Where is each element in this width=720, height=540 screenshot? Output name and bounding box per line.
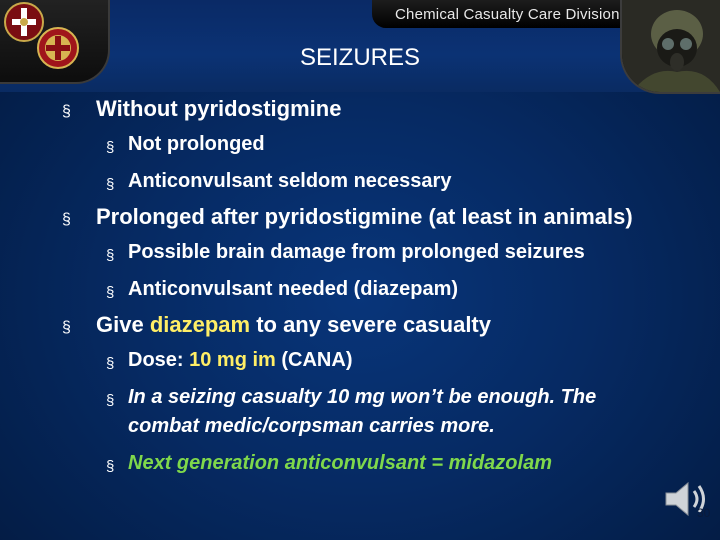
square-bullet-icon: §: [106, 355, 115, 372]
sub-bullet-anticonvulsant-needed: [62, 275, 662, 304]
bullet-give-diazepam: [62, 312, 662, 338]
slide-content: [62, 96, 662, 486]
bullet-text-suffix: to any severe casualty: [250, 312, 491, 337]
square-bullet-icon: §: [106, 284, 115, 301]
sub-bullet-not-prolonged: [62, 130, 662, 159]
bullet-text-prefix: Give: [96, 312, 150, 337]
bullet-text: Possible brain damage from prolonged seizures: [128, 241, 585, 263]
bullet-text: In a seizing casualty 10 mg won’t be enough. The combat medic/corpsman carries more.: [128, 386, 597, 437]
bullet-text-prefix: Dose:: [128, 349, 190, 371]
square-bullet-icon: §: [106, 458, 115, 475]
bullet-prolonged-after-pyridostigmine: [62, 204, 662, 230]
slide-title: SEIZURES: [299, 44, 421, 71]
page-number: 30: [697, 506, 711, 520]
square-bullet-icon: §: [106, 247, 115, 264]
square-bullet-icon: §: [106, 176, 115, 193]
square-bullet-icon: §: [106, 392, 115, 409]
sub-bullet-seizing-casualty: [62, 383, 662, 441]
division-label: Chemical Casualty Care Division: [395, 6, 620, 23]
bullet-text: Without pyridostigmine: [96, 96, 342, 121]
bullet-text: Not prolonged: [128, 133, 265, 155]
bullet-text: Next generation anticonvulsant = midazolam: [128, 452, 552, 474]
square-bullet-icon: §: [106, 139, 115, 156]
sub-bullet-next-generation: [62, 449, 662, 478]
bullet-text-suffix: (CANA): [275, 349, 353, 371]
bullet-highlight-diazepam: diazepam: [149, 312, 251, 337]
sub-bullet-dose: [62, 346, 662, 375]
bullet-text: Anticonvulsant seldom necessary: [128, 170, 452, 192]
bullet-without-pyridostigmine: [62, 96, 662, 122]
sub-bullet-brain-damage: [62, 238, 662, 267]
bullet-text: Prolonged after pyridostigmine (at least in animals): [96, 204, 633, 229]
square-bullet-icon: §: [62, 103, 71, 120]
square-bullet-icon: §: [62, 319, 71, 336]
sub-bullet-anticonvulsant-seldom: [62, 167, 662, 196]
bullet-text: Anticonvulsant needed (diazepam): [128, 278, 459, 300]
square-bullet-icon: §: [62, 211, 71, 228]
bullet-highlight-dose: 10 mg im: [189, 349, 276, 371]
